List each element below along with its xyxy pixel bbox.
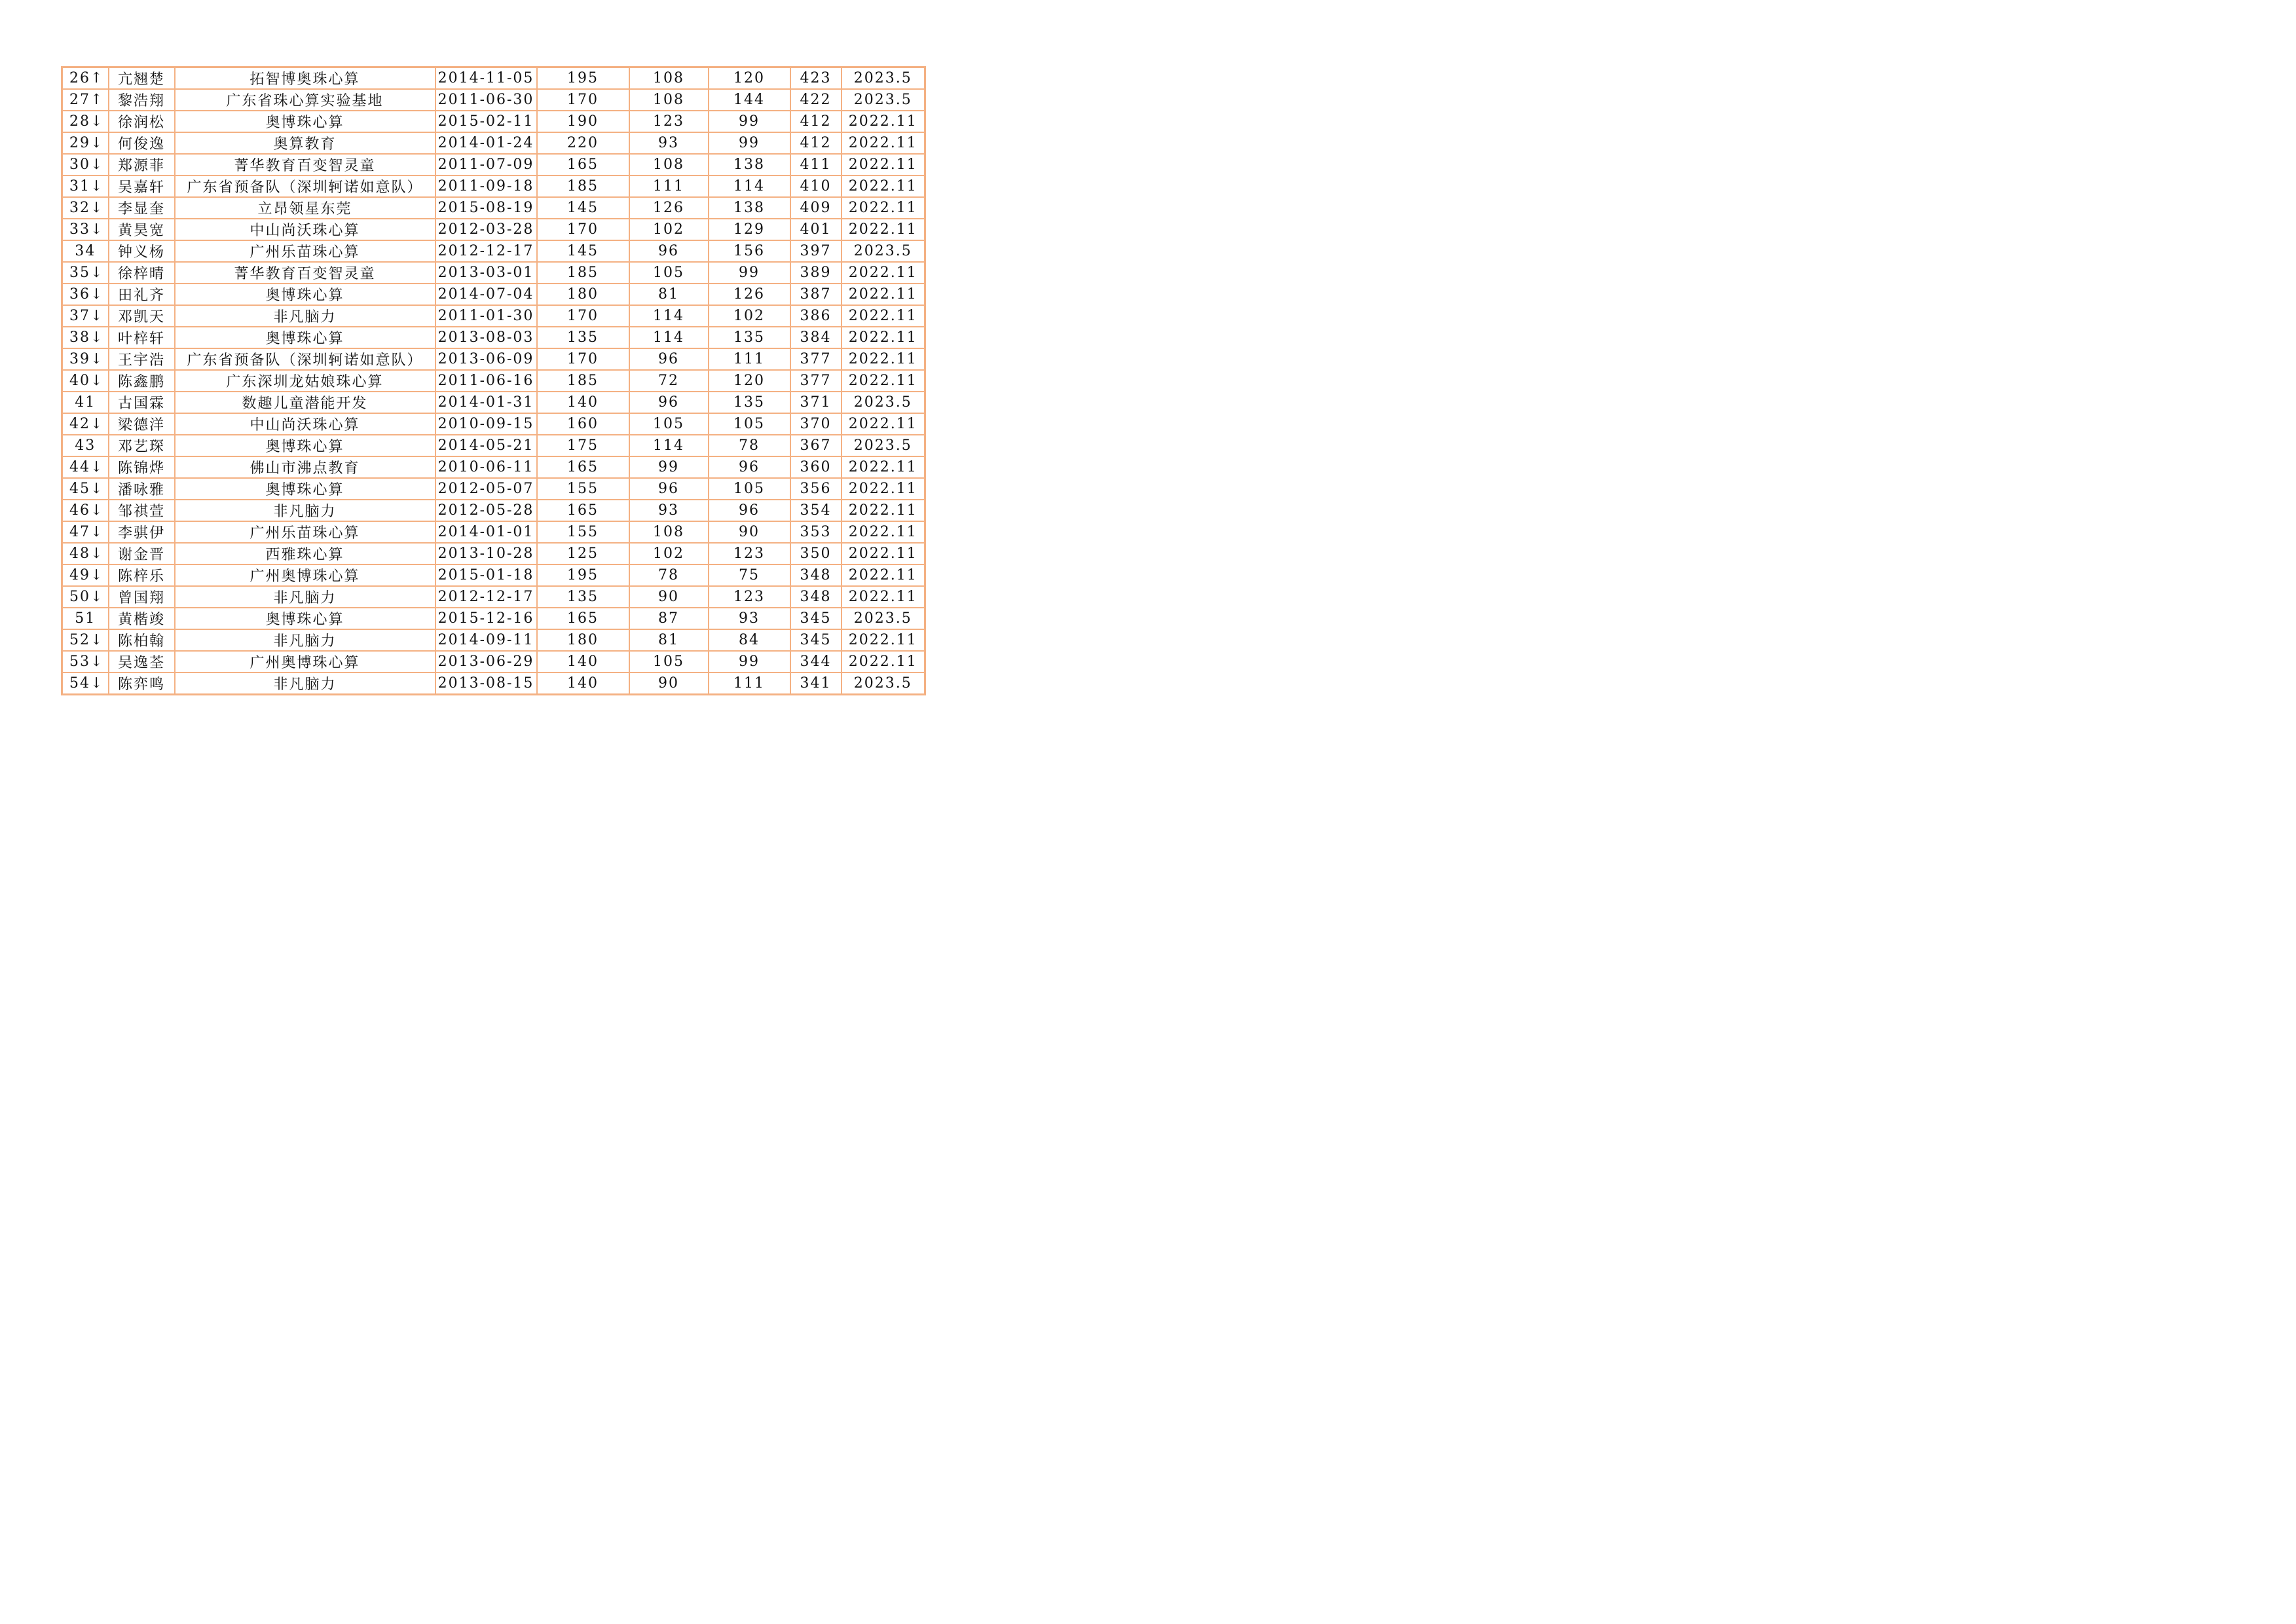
birthdate-cell: 2011-06-30 [435,89,537,111]
score-2-cell: 81 [629,284,709,305]
score-2-cell: 96 [629,478,709,500]
organization-cell: 奥博珠心算 [175,327,435,348]
table-row [62,111,925,132]
rank-cell: 38↓ [62,327,109,348]
score-1-cell: 145 [537,240,629,262]
total-score-cell: 341 [790,673,842,695]
session-cell: 2022.11 [842,370,925,392]
total-score-cell: 409 [790,197,842,219]
birthdate-cell: 2015-12-16 [435,608,537,629]
session-cell: 2022.11 [842,629,925,651]
score-1-cell: 165 [537,608,629,629]
total-score-cell: 354 [790,500,842,521]
total-score-cell: 345 [790,629,842,651]
score-3-cell: 120 [709,67,790,90]
score-2-cell: 90 [629,586,709,608]
total-score-cell: 344 [790,651,842,673]
organization-cell: 非凡脑力 [175,305,435,327]
total-score-cell: 360 [790,456,842,478]
score-1-cell: 195 [537,67,629,90]
score-1-cell: 175 [537,435,629,456]
name-cell: 钟义杨 [109,240,175,262]
score-3-cell: 84 [709,629,790,651]
total-score-cell: 412 [790,132,842,154]
session-cell: 2023.5 [842,89,925,111]
table-row [62,240,925,262]
score-1-cell: 155 [537,521,629,543]
organization-cell: 佛山市沸点教育 [175,456,435,478]
rank-cell: 39↓ [62,348,109,370]
score-2-cell: 111 [629,175,709,197]
birthdate-cell: 2014-07-04 [435,284,537,305]
rank-cell: 46↓ [62,500,109,521]
birthdate-cell: 2013-03-01 [435,262,537,284]
name-cell: 古国霖 [109,392,175,413]
session-cell: 2022.11 [842,132,925,154]
score-1-cell: 160 [537,413,629,435]
session-cell: 2022.11 [842,478,925,500]
rank-cell: 44↓ [62,456,109,478]
rank-cell: 34 [62,240,109,262]
total-score-cell: 356 [790,478,842,500]
name-cell: 陈梓乐 [109,564,175,586]
name-cell: 黎浩翔 [109,89,175,111]
score-3-cell: 111 [709,348,790,370]
total-score-cell: 389 [790,262,842,284]
score-3-cell: 99 [709,262,790,284]
rank-cell: 54↓ [62,673,109,695]
score-3-cell: 123 [709,543,790,564]
table-row [62,543,925,564]
total-score-cell: 411 [790,154,842,175]
score-2-cell: 102 [629,543,709,564]
score-2-cell: 114 [629,305,709,327]
total-score-cell: 377 [790,370,842,392]
score-3-cell: 90 [709,521,790,543]
name-cell: 吴逸荃 [109,651,175,673]
organization-cell: 广州奥博珠心算 [175,651,435,673]
organization-cell: 广东省珠心算实验基地 [175,89,435,111]
session-cell: 2022.11 [842,327,925,348]
rank-cell: 53↓ [62,651,109,673]
score-2-cell: 102 [629,219,709,240]
rank-cell: 31↓ [62,175,109,197]
score-1-cell: 165 [537,500,629,521]
total-score-cell: 350 [790,543,842,564]
organization-cell: 拓智博奥珠心算 [175,67,435,90]
score-3-cell: 138 [709,197,790,219]
score-1-cell: 140 [537,392,629,413]
score-3-cell: 99 [709,651,790,673]
score-1-cell: 155 [537,478,629,500]
birthdate-cell: 2012-05-28 [435,500,537,521]
total-score-cell: 348 [790,586,842,608]
score-2-cell: 81 [629,629,709,651]
name-cell: 梁德洋 [109,413,175,435]
organization-cell: 中山尚沃珠心算 [175,219,435,240]
score-3-cell: 78 [709,435,790,456]
score-3-cell: 123 [709,586,790,608]
organization-cell: 中山尚沃珠心算 [175,413,435,435]
birthdate-cell: 2015-01-18 [435,564,537,586]
score-1-cell: 135 [537,327,629,348]
session-cell: 2023.5 [842,673,925,695]
birthdate-cell: 2011-06-16 [435,370,537,392]
organization-cell: 数趣儿童潜能开发 [175,392,435,413]
rank-cell: 49↓ [62,564,109,586]
table-row [62,305,925,327]
rank-cell: 30↓ [62,154,109,175]
birthdate-cell: 2012-12-17 [435,240,537,262]
name-cell: 谢金晋 [109,543,175,564]
rank-cell: 36↓ [62,284,109,305]
score-3-cell: 75 [709,564,790,586]
table-row [62,564,925,586]
session-cell: 2022.11 [842,197,925,219]
birthdate-cell: 2014-01-01 [435,521,537,543]
total-score-cell: 377 [790,348,842,370]
name-cell: 王宇浩 [109,348,175,370]
birthdate-cell: 2013-06-09 [435,348,537,370]
score-3-cell: 135 [709,392,790,413]
rank-cell: 47↓ [62,521,109,543]
total-score-cell: 353 [790,521,842,543]
score-1-cell: 185 [537,262,629,284]
name-cell: 邓艺琛 [109,435,175,456]
session-cell: 2022.11 [842,564,925,586]
name-cell: 陈锦烨 [109,456,175,478]
rank-cell: 51 [62,608,109,629]
organization-cell: 广州乐苗珠心算 [175,521,435,543]
score-2-cell: 105 [629,262,709,284]
total-score-cell: 423 [790,67,842,90]
table-row [62,673,925,695]
score-2-cell: 87 [629,608,709,629]
table-row [62,413,925,435]
session-cell: 2022.11 [842,154,925,175]
session-cell: 2022.11 [842,219,925,240]
session-cell: 2022.11 [842,651,925,673]
birthdate-cell: 2011-01-30 [435,305,537,327]
score-1-cell: 180 [537,284,629,305]
organization-cell: 奥博珠心算 [175,608,435,629]
score-2-cell: 108 [629,521,709,543]
session-cell: 2023.5 [842,435,925,456]
name-cell: 黄楷竣 [109,608,175,629]
organization-cell: 广东深圳龙姑娘珠心算 [175,370,435,392]
organization-cell: 立昂领星东莞 [175,197,435,219]
score-2-cell: 96 [629,348,709,370]
table-row [62,651,925,673]
score-3-cell: 105 [709,478,790,500]
score-3-cell: 93 [709,608,790,629]
score-2-cell: 105 [629,413,709,435]
table-row [62,284,925,305]
score-1-cell: 220 [537,132,629,154]
organization-cell: 奥博珠心算 [175,111,435,132]
name-cell: 徐润松 [109,111,175,132]
name-cell: 邹祺萱 [109,500,175,521]
table-row [62,327,925,348]
session-cell: 2022.11 [842,413,925,435]
birthdate-cell: 2014-05-21 [435,435,537,456]
rank-cell: 45↓ [62,478,109,500]
birthdate-cell: 2011-09-18 [435,175,537,197]
rank-cell: 48↓ [62,543,109,564]
score-3-cell: 135 [709,327,790,348]
rank-cell: 41 [62,392,109,413]
session-cell: 2022.11 [842,500,925,521]
score-2-cell: 108 [629,67,709,90]
rank-cell: 33↓ [62,219,109,240]
rank-cell: 32↓ [62,197,109,219]
organization-cell: 非凡脑力 [175,500,435,521]
session-cell: 2022.11 [842,284,925,305]
session-cell: 2022.11 [842,111,925,132]
score-3-cell: 126 [709,284,790,305]
session-cell: 2023.5 [842,67,925,90]
birthdate-cell: 2013-06-29 [435,651,537,673]
name-cell: 邓凯天 [109,305,175,327]
organization-cell: 奥算教育 [175,132,435,154]
rank-cell: 29↓ [62,132,109,154]
birthdate-cell: 2010-09-15 [435,413,537,435]
table-row [62,435,925,456]
score-2-cell: 90 [629,673,709,695]
name-cell: 何俊逸 [109,132,175,154]
rank-cell: 37↓ [62,305,109,327]
table-row [62,89,925,111]
score-1-cell: 185 [537,175,629,197]
birthdate-cell: 2014-09-11 [435,629,537,651]
score-1-cell: 165 [537,456,629,478]
score-2-cell: 96 [629,240,709,262]
total-score-cell: 348 [790,564,842,586]
score-1-cell: 190 [537,111,629,132]
total-score-cell: 410 [790,175,842,197]
score-1-cell: 195 [537,564,629,586]
table-row [62,586,925,608]
rank-cell: 52↓ [62,629,109,651]
rank-cell: 50↓ [62,586,109,608]
score-2-cell: 108 [629,154,709,175]
table-row [62,67,925,90]
session-cell: 2022.11 [842,305,925,327]
total-score-cell: 422 [790,89,842,111]
rank-cell: 43 [62,435,109,456]
score-1-cell: 165 [537,154,629,175]
birthdate-cell: 2014-01-31 [435,392,537,413]
score-3-cell: 96 [709,500,790,521]
score-1-cell: 170 [537,305,629,327]
birthdate-cell: 2012-03-28 [435,219,537,240]
total-score-cell: 345 [790,608,842,629]
rank-cell: 26↑ [62,67,109,90]
table-row [62,262,925,284]
score-3-cell: 99 [709,132,790,154]
organization-cell: 非凡脑力 [175,586,435,608]
birthdate-cell: 2015-08-19 [435,197,537,219]
name-cell: 李显奎 [109,197,175,219]
session-cell: 2022.11 [842,586,925,608]
birthdate-cell: 2014-11-05 [435,67,537,90]
table-row [62,629,925,651]
score-1-cell: 140 [537,651,629,673]
ranking-table [61,66,926,695]
table-row [62,370,925,392]
name-cell: 叶梓轩 [109,327,175,348]
score-1-cell: 135 [537,586,629,608]
name-cell: 潘咏雅 [109,478,175,500]
table-row [62,219,925,240]
birthdate-cell: 2013-08-15 [435,673,537,695]
score-2-cell: 114 [629,327,709,348]
rank-cell: 28↓ [62,111,109,132]
score-1-cell: 125 [537,543,629,564]
birthdate-cell: 2013-08-03 [435,327,537,348]
score-3-cell: 129 [709,219,790,240]
table-row [62,132,925,154]
ranking-table-body [62,67,925,695]
score-3-cell: 144 [709,89,790,111]
name-cell: 吴嘉轩 [109,175,175,197]
organization-cell: 广州奥博珠心算 [175,564,435,586]
score-3-cell: 105 [709,413,790,435]
score-1-cell: 185 [537,370,629,392]
score-3-cell: 99 [709,111,790,132]
table-row [62,478,925,500]
score-3-cell: 120 [709,370,790,392]
table-row [62,521,925,543]
total-score-cell: 401 [790,219,842,240]
total-score-cell: 370 [790,413,842,435]
total-score-cell: 387 [790,284,842,305]
table-row [62,608,925,629]
session-cell: 2023.5 [842,240,925,262]
name-cell: 郑源菲 [109,154,175,175]
table-row [62,348,925,370]
total-score-cell: 397 [790,240,842,262]
table-row [62,175,925,197]
table-row [62,456,925,478]
rank-cell: 40↓ [62,370,109,392]
score-2-cell: 105 [629,651,709,673]
score-3-cell: 102 [709,305,790,327]
name-cell: 黄昊宽 [109,219,175,240]
score-3-cell: 138 [709,154,790,175]
organization-cell: 广州乐苗珠心算 [175,240,435,262]
total-score-cell: 367 [790,435,842,456]
birthdate-cell: 2013-10-28 [435,543,537,564]
name-cell: 陈鑫鹏 [109,370,175,392]
session-cell: 2023.5 [842,608,925,629]
score-3-cell: 96 [709,456,790,478]
session-cell: 2022.11 [842,543,925,564]
score-2-cell: 93 [629,132,709,154]
score-2-cell: 114 [629,435,709,456]
birthdate-cell: 2015-02-11 [435,111,537,132]
score-3-cell: 156 [709,240,790,262]
organization-cell: 广东省预备队（深圳轲诺如意队） [175,348,435,370]
name-cell: 陈弈鸣 [109,673,175,695]
score-3-cell: 111 [709,673,790,695]
name-cell: 徐梓晴 [109,262,175,284]
score-1-cell: 140 [537,673,629,695]
table-row [62,197,925,219]
total-score-cell: 386 [790,305,842,327]
session-cell: 2022.11 [842,456,925,478]
organization-cell: 菁华教育百变智灵童 [175,154,435,175]
session-cell: 2023.5 [842,392,925,413]
name-cell: 亢翘楚 [109,67,175,90]
session-cell: 2022.11 [842,521,925,543]
name-cell: 田礼齐 [109,284,175,305]
session-cell: 2022.11 [842,348,925,370]
score-2-cell: 123 [629,111,709,132]
total-score-cell: 384 [790,327,842,348]
organization-cell: 菁华教育百变智灵童 [175,262,435,284]
birthdate-cell: 2010-06-11 [435,456,537,478]
table-row [62,500,925,521]
birthdate-cell: 2012-05-07 [435,478,537,500]
score-1-cell: 170 [537,89,629,111]
score-2-cell: 78 [629,564,709,586]
name-cell: 曾国翔 [109,586,175,608]
birthdate-cell: 2012-12-17 [435,586,537,608]
organization-cell: 广东省预备队（深圳轲诺如意队） [175,175,435,197]
score-2-cell: 99 [629,456,709,478]
score-3-cell: 114 [709,175,790,197]
score-2-cell: 72 [629,370,709,392]
session-cell: 2022.11 [842,175,925,197]
rank-cell: 42↓ [62,413,109,435]
total-score-cell: 412 [790,111,842,132]
birthdate-cell: 2011-07-09 [435,154,537,175]
table-row [62,392,925,413]
score-1-cell: 145 [537,197,629,219]
organization-cell: 非凡脑力 [175,629,435,651]
session-cell: 2022.11 [842,262,925,284]
organization-cell: 非凡脑力 [175,673,435,695]
name-cell: 陈柏翰 [109,629,175,651]
score-2-cell: 108 [629,89,709,111]
organization-cell: 西雅珠心算 [175,543,435,564]
table-row [62,154,925,175]
rank-cell: 27↑ [62,89,109,111]
rank-cell: 35↓ [62,262,109,284]
score-1-cell: 170 [537,348,629,370]
organization-cell: 奥博珠心算 [175,478,435,500]
total-score-cell: 371 [790,392,842,413]
name-cell: 李骐伊 [109,521,175,543]
organization-cell: 奥博珠心算 [175,435,435,456]
score-1-cell: 180 [537,629,629,651]
score-1-cell: 170 [537,219,629,240]
score-2-cell: 126 [629,197,709,219]
score-2-cell: 93 [629,500,709,521]
score-2-cell: 96 [629,392,709,413]
birthdate-cell: 2014-01-24 [435,132,537,154]
organization-cell: 奥博珠心算 [175,284,435,305]
